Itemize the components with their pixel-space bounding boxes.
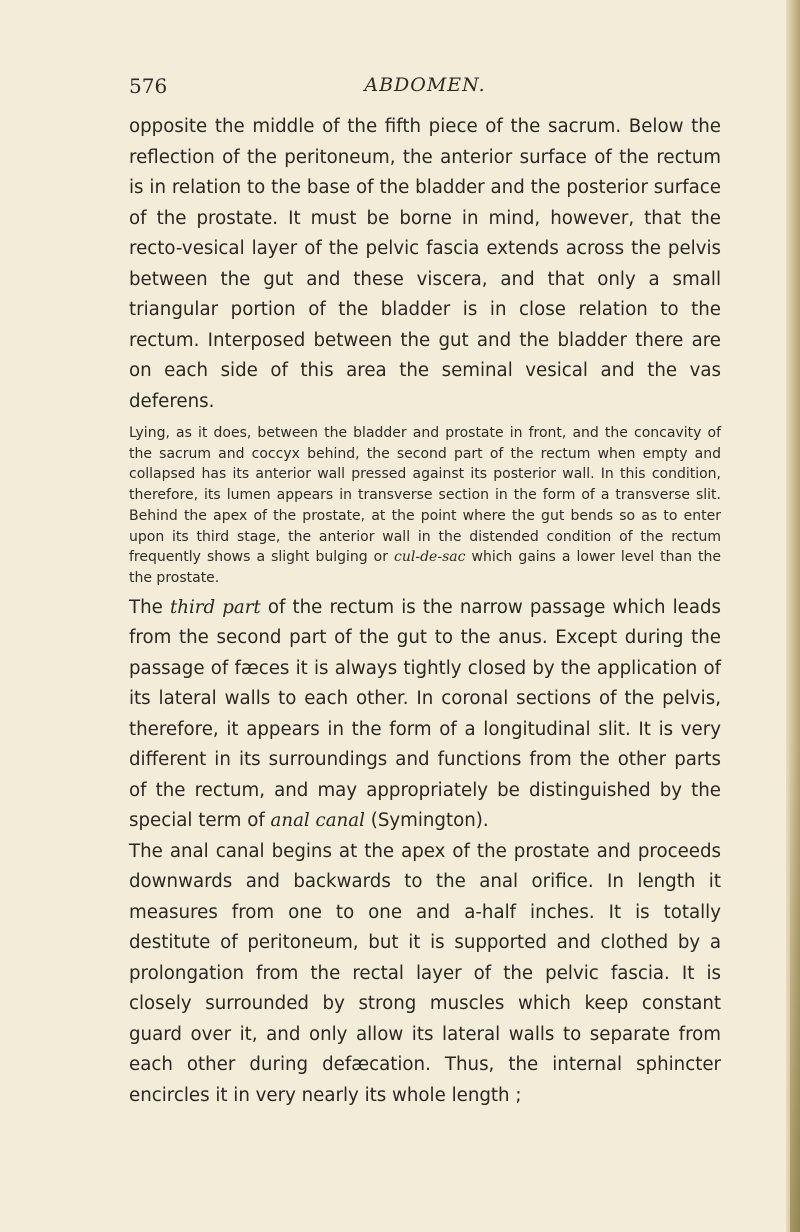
paragraph-2-small-print xyxy=(129,423,721,589)
paragraph-1: opposite the middle of the fifth piece of the sacrum. Below the reflection of the peritoneum, the anterior surface of the rectum is in relation to the base of the bladder and the posterior surface of the prostate. It must be borne in mind, however, that the recto-vesical layer of the pelvic fascia extends across the pelvis between the gut and these viscera, and that only a small triangular portion of the bladder is in close relation to the rectum. Interposed between the gut and the bladder there are on each side of this area the seminal vesical and the vas deferens. xyxy=(129,116,721,412)
paragraph-3-italic-term-2: anal canal xyxy=(270,810,365,832)
paragraph-3 xyxy=(129,593,721,837)
page-number: 576 xyxy=(129,74,168,98)
paragraph-3-italic-term-1: third part xyxy=(169,596,261,618)
paragraph-3-text-end: (Symington). xyxy=(364,810,489,832)
page-edge-shadow xyxy=(790,740,800,1232)
page-header xyxy=(129,74,721,104)
paragraph-3-text-mid: of the rectum is the narrow passage which leads from the second part of the gut to the anus. Except during the passage of fæces it is always tightly closed by the application of its lateral walls to each other. In coronal sections of the pelvis, therefore, it appears in the form of a longitudinal slit. It is very different in its surroundings and functions from the other parts of the rectum, and may appropriately be distinguished by the special term of xyxy=(129,596,721,832)
running-head: ABDOMEN. xyxy=(364,74,486,96)
paragraph-3-text-start: The xyxy=(129,596,170,618)
paragraph-2-text-end: which gains a lower level than the the prostate. xyxy=(129,549,721,586)
page-body xyxy=(129,112,721,1111)
paragraph-4: The anal canal begins at the apex of the prostate and proceeds downwards and backwards to the anal orifice. In length it measures from one to one and a-half inches. It is totally destitute of peritoneum, but it is supported and clothed by a prolongation from the rectal layer of the pelvic fascia. It is closely surrounded by strong muscles which keep constant guard over it, and only allow its lateral walls to separate from each other during defæcation. Thus, the internal sphincter encircles it in very nearly its whole length ; xyxy=(129,840,721,1106)
paragraph-2-text-start: Lying, as it does, between the bladder and prostate in front, and the concavity of the sacrum and coccyx behind, the second part of the rectum when empty and collapsed has its anterior wall pressed against its posterior wall. In this condition, therefore, its lumen appears in transverse section in the form of a transverse slit. Behind the apex of the prostate, at the point where the gut bends so as to enter upon its third stage, the anterior wall in the distended condition of the rectum frequently shows a slight bulging or xyxy=(129,425,721,566)
paragraph-2-italic-term: cul-de-sac xyxy=(394,549,466,566)
